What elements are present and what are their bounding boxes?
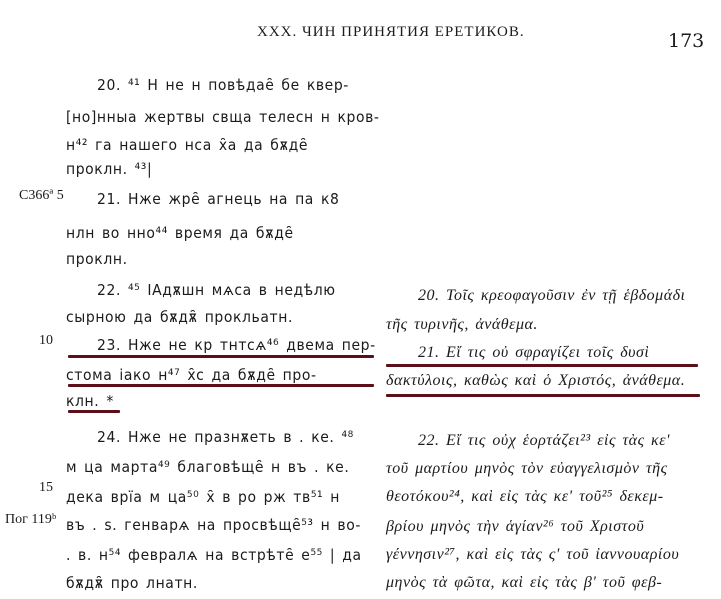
greek-line: μηνὸς τὰ φῶτα, καὶ εἰς τὰς β' τοῦ φεβ- [386,574,663,591]
greek-line: θεοτόκου²⁴, καὶ εἰς τὰς κε' τοῦ²⁵ δεκεμ- [386,488,664,505]
highlight-underline-slavonic-1 [68,355,374,358]
greek-line-highlighted: δακτύλοις, καθὼς καὶ ὁ Χριστός, ἀνάθεμα. [386,372,686,389]
slavonic-line: 24. Нже не празнѫеть в . ке. ⁴⁸ [97,428,354,446]
greek-line: 22. Εἴ τις οὐχ ἑορτάζει²³ εἰς τὰς κε' [418,432,670,449]
highlight-underline-greek-2 [386,394,700,397]
greek-line: 20. Τοῖς κρεοφαγοῦσιν ἐν τῇ ἑβδομάδι [418,287,686,304]
margin-line-number-15: 15 [39,480,53,495]
slavonic-line-highlighted: 23. Нже не кр тнтсѧ⁴⁶ двема пер- [97,336,376,354]
slavonic-line: 20. ⁴¹ Н не н повѣдае̑ бе квер- [97,76,349,94]
slavonic-line: въ . s. генварѧ на просвѣще̑⁵³ н во- [66,516,361,534]
greek-line: γέννησιν²⁷, καὶ εἰς τὰς ς' τοῦ ἰαννουαρίου [386,546,680,563]
slavonic-line: проклн. ⁴³| [66,160,153,178]
slavonic-line: сырною да бѫдѫ̑ прокльатн. [66,308,293,326]
slavonic-line: нлн во нно⁴⁴ время да бѫде̑ [66,224,294,242]
greek-line: τῆς τυρινῆς, ἀνάθεμα. [386,316,538,333]
slavonic-line-highlighted: клн. * [66,392,114,410]
slavonic-line: 21. Нже жре̑ агнець на па к8 [97,190,340,208]
highlight-underline-greek-1 [386,364,698,367]
highlight-underline-slavonic-2 [68,384,374,387]
slavonic-line: проклн. [66,250,128,268]
slavonic-line: н⁴² га нашего нса х̑а да бѫде̑ [66,136,309,154]
slavonic-line: дека врїа м ца⁵⁰ х̑ в ро рж тв⁵¹ н [66,488,340,506]
running-header-title: XXX. ЧИН ПРИНЯТИЯ ЕРЕТИКОВ. [257,24,525,40]
slavonic-line: бѫдѫ̑ про лнатн. [66,574,198,592]
slavonic-line-highlighted: стома іако н⁴⁷ х̑с да бѫде̑ про- [66,366,317,384]
slavonic-line: м ца марта⁴⁹ благовѣще̑ н въ . ке. [66,458,350,476]
slavonic-line: [но]нныа жертвы свща телесн н кров- [66,108,380,126]
margin-line-number-10: 10 [39,333,53,348]
greek-line: τοῦ μαρτίου μηνὸς τὸν εὐαγγελισμὸν τῆς [386,460,668,477]
margin-note-ms-ref-2: Пог 119ᵇ [5,512,57,527]
slavonic-line: . в. н⁵⁴ февралѧ на встрѣте̑ е⁵⁵ | да [66,546,362,564]
greek-line-highlighted: 21. Εἴ τις οὐ σφραγίζει τοῖς δυσὶ [418,344,650,361]
slavonic-line: 22. ⁴⁵ ІАдѫшн мѧса в недѣлю [97,281,336,299]
margin-note-ms-ref: C366ª 5 [19,188,64,203]
page-number: 173 [668,30,705,52]
highlight-underline-slavonic-3 [68,410,120,413]
greek-line: βρίου μηνὸς τὴν ἁγίαν²⁶ τοῦ Χριστοῦ [386,518,645,535]
